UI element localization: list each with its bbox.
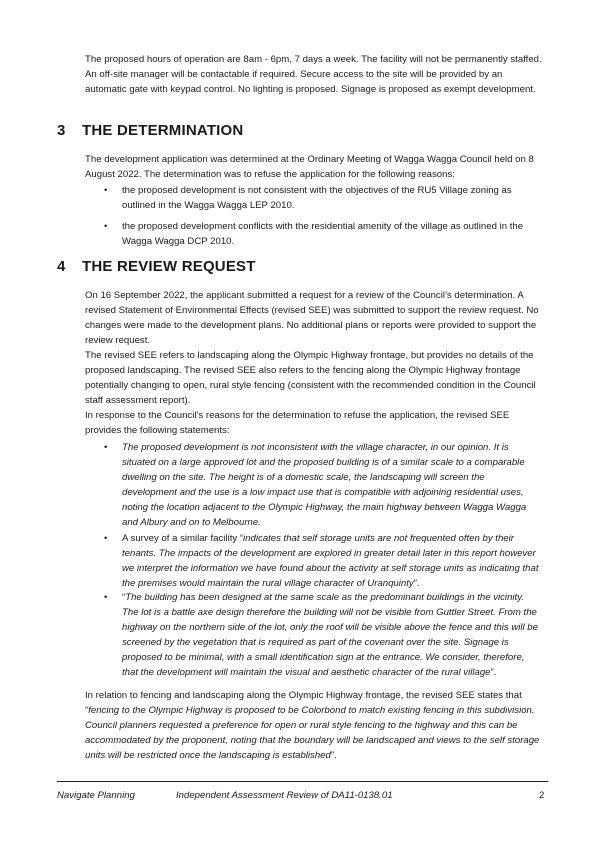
section-3-title: THE DETERMINATION [82,122,244,139]
bullet-3-tail: ”. [490,667,497,678]
section-3-heading [57,122,243,139]
bullet-2-quote: indicates that self storage units are not frequented often by their tenants. The impacts of the development are explored in greater detail later in this report however we interpret the information we have found about the activity at self storage units as indicating that the premises would maintain the rural village character of Uranquinty [122,533,539,589]
section-4-paragraph-2: The revised SEE refers to landscaping along the Olympic Highway frontage, but provides no details of the proposed landscaping. The revised SEE also refers to the fencing along the Olympic Highway frontage potentially changing to open, rural style fencing (consistent with the recommended condition in the Council staff assessment report). [85,350,536,406]
bullet-marker: • [104,592,108,603]
section-3-bullet-2: the proposed development conflicts with the residential amenity of the village as outlined in the Wagga Wagga DCP 2010. [122,221,524,247]
section-3-number: 3 [57,122,66,139]
section-4-paragraph-1: On 16 September 2022, the applicant submitted a request for a review of the Council’s determination. A revised Statement of Environmental Effects (revised SEE) was submitted to support the review request. No changes were made to the development plans. No additional plans or reports were provided to support the review request. [85,290,539,346]
section-4-bullet-3 [122,590,542,680]
section-4-number: 4 [57,258,66,275]
intro-paragraph: The proposed hours of operation are 8am - 6pm, 7 days a week. The facility will not be permanently staffed. An off-site manager will be contactable if required. Secure access to the site will be provided by an automatic gate with keypad control. No lighting is proposed. Signage is proposed as exempt development. [85,54,542,95]
footer-company: Navigate Planning [57,790,135,801]
section-4-paragraph-4 [85,688,545,763]
bullet-3-quote: The building has been designed at the same scale as the predominant buildings in the vicinity. The lot is a battle axe design therefore the building will not be visible from Guttler Street. From the highway on the northern side of the lot, only the roof will be visible above the fence and this will be screened by the vegetation that is required as part of the covenant over the site. Signage is proposed to be minimal, with a small identification sign at the entrance. We consider, therefore, that the development will maintain the visual and aesthetic character of the rural village [122,592,538,678]
section-4-heading [57,258,256,275]
bullet-marker: • [104,185,108,196]
footer-document-title: Independent Assessment Review of DA11-0138.01 [176,790,393,801]
bullet-marker: • [104,533,108,544]
bullet-marker: • [104,221,108,232]
paragraph-4-tail: ”. [330,750,337,761]
footer-page-number: 2 [539,790,545,801]
section-4-title: THE REVIEW REQUEST [82,258,256,275]
section-3-paragraph: The development application was determined at the Ordinary Meeting of Wagga Wagga Council held on 8 August 2022. The determination was to refuse the application for the following reasons: [85,154,534,180]
paragraph-4-lead: In relation to fencing and landscaping along the Olympic Highway frontage, the revised SEE states that “ [85,690,522,716]
bullet-2-tail: ”. [413,578,420,589]
bullet-2-lead: A survey of a similar facility “ [122,533,244,544]
bullet-marker: • [104,442,108,453]
section-4-bullet-1: The proposed development is not inconsistent with the village character, in our opinion. It is situated on a large approved lot and the proposed building is of a similar scale to a comparable dwelling on the site. The height is of a domestic scale, the landscaping will screen the development and the use is a low impact use that is compatible with adjoining residential uses, noting the location adjacent to the Olympic Highway, the main highway between Wagga Wagga and Albury and on to Melbourne. [122,442,527,528]
paragraph-4-quote: fencing to the Olympic Highway is proposed to be Colorbond to match existing fencing in this subdivision. Council planners requested a preference for open or rural style fencing to the highway and this can be accommodated by the proponent, noting that the boundary will be landscaped and views to the self storage units will be restricted once the landscaping is established [85,705,540,761]
section-3-bullet-1: the proposed development is not consistent with the objectives of the RU5 Village zoning as outlined in the Wagga Wagga LEP 2010. [122,185,512,211]
footer-divider [57,781,548,782]
section-4-bullet-2 [122,531,542,591]
section-4-paragraph-3: In response to the Council’s reasons for the determination to refuse the application, the revised SEE provides the following statements: [85,410,510,436]
bullet-3-lead: “ [122,592,126,603]
